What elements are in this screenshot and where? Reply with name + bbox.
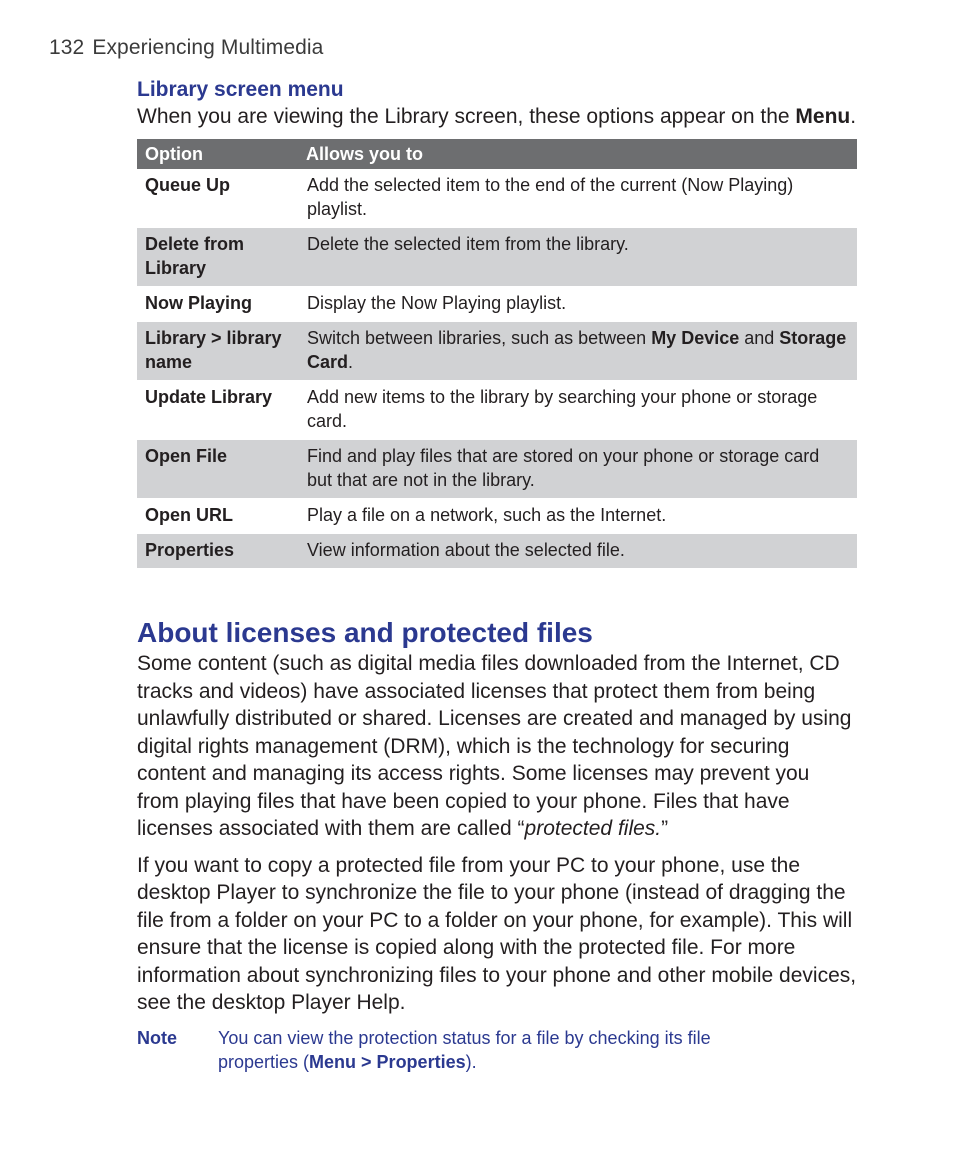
option-cell: Properties: [137, 534, 298, 569]
chapter-title: Experiencing Multimedia: [92, 36, 324, 59]
column-header-option: Option: [137, 139, 298, 169]
description-cell: View information about the selected file.: [298, 534, 857, 569]
option-cell: Update Library: [137, 381, 298, 440]
table-header-row: [137, 139, 857, 169]
menu-term: Menu: [795, 105, 851, 128]
option-cell: Queue Up: [137, 169, 298, 228]
description-cell: Switch between libraries, such as between My Device and Storage Card.: [298, 322, 857, 381]
licenses-paragraph-1: Some content (such as digital media files downloaded from the Internet, CD tracks and videos) have associated licenses that protect them from being unlawfully distributed or shared. Licenses are created and managed by using digital rights management (DRM), which is the technology for securing content and managing its access rights. Some licenses may prevent you from playing files that have been copied to your phone. Files that have licenses associated with them are called “protected files.”: [137, 652, 852, 840]
note-text: You can view the protection status for a file by checking its file properties (Menu > Properties).: [218, 1027, 711, 1072]
option-cell: Open File: [137, 440, 298, 499]
licenses-heading: About licenses and protected files: [137, 617, 593, 648]
licenses-paragraph-2: If you want to copy a protected file from your PC to your phone, use the desktop Player to synchronize the file to your phone (instead of dragging the file from a folder on your PC to a folder on your phone, for example). This will ensure that the license is copied along with the protected file. For more information about synchronizing files to your phone and other mobile devices, see the desktop Player Help.: [137, 853, 857, 1014]
table-row: [137, 322, 857, 381]
note-label: Note: [137, 1027, 177, 1048]
option-cell: Open URL: [137, 499, 298, 534]
description-cell: Display the Now Playing playlist.: [298, 287, 857, 322]
page-content: [137, 76, 857, 1074]
option-cell: Library > library name: [137, 322, 298, 381]
option-cell: Now Playing: [137, 287, 298, 322]
menu-path: Menu > Properties: [309, 1051, 466, 1072]
note-block: [137, 1026, 857, 1074]
table-row: [137, 534, 857, 569]
page-header: [49, 36, 323, 60]
description-cell: Delete the selected item from the library.: [298, 228, 857, 287]
table-row: [137, 228, 857, 287]
column-header-allows: Allows you to: [298, 139, 857, 169]
library-menu-intro: When you are viewing the Library screen, these options appear on the Menu.: [137, 105, 857, 128]
page-number: 132: [49, 36, 85, 59]
protected-files-term: protected files.: [524, 817, 662, 840]
library-menu-heading: Library screen menu: [137, 78, 344, 101]
table-row: [137, 287, 857, 322]
table-row: [137, 169, 857, 228]
description-cell: Add the selected item to the end of the current (Now Playing) playlist.: [298, 169, 857, 228]
description-cell: Play a file on a network, such as the Internet.: [298, 499, 857, 534]
description-cell: Add new items to the library by searching your phone or storage card.: [298, 381, 857, 440]
table-row: [137, 381, 857, 440]
table-row: [137, 440, 857, 499]
options-table: [137, 139, 857, 569]
option-cell: Delete from Library: [137, 228, 298, 287]
description-cell: Find and play files that are stored on your phone or storage card but that are not in the library.: [298, 440, 857, 499]
table-row: [137, 499, 857, 534]
